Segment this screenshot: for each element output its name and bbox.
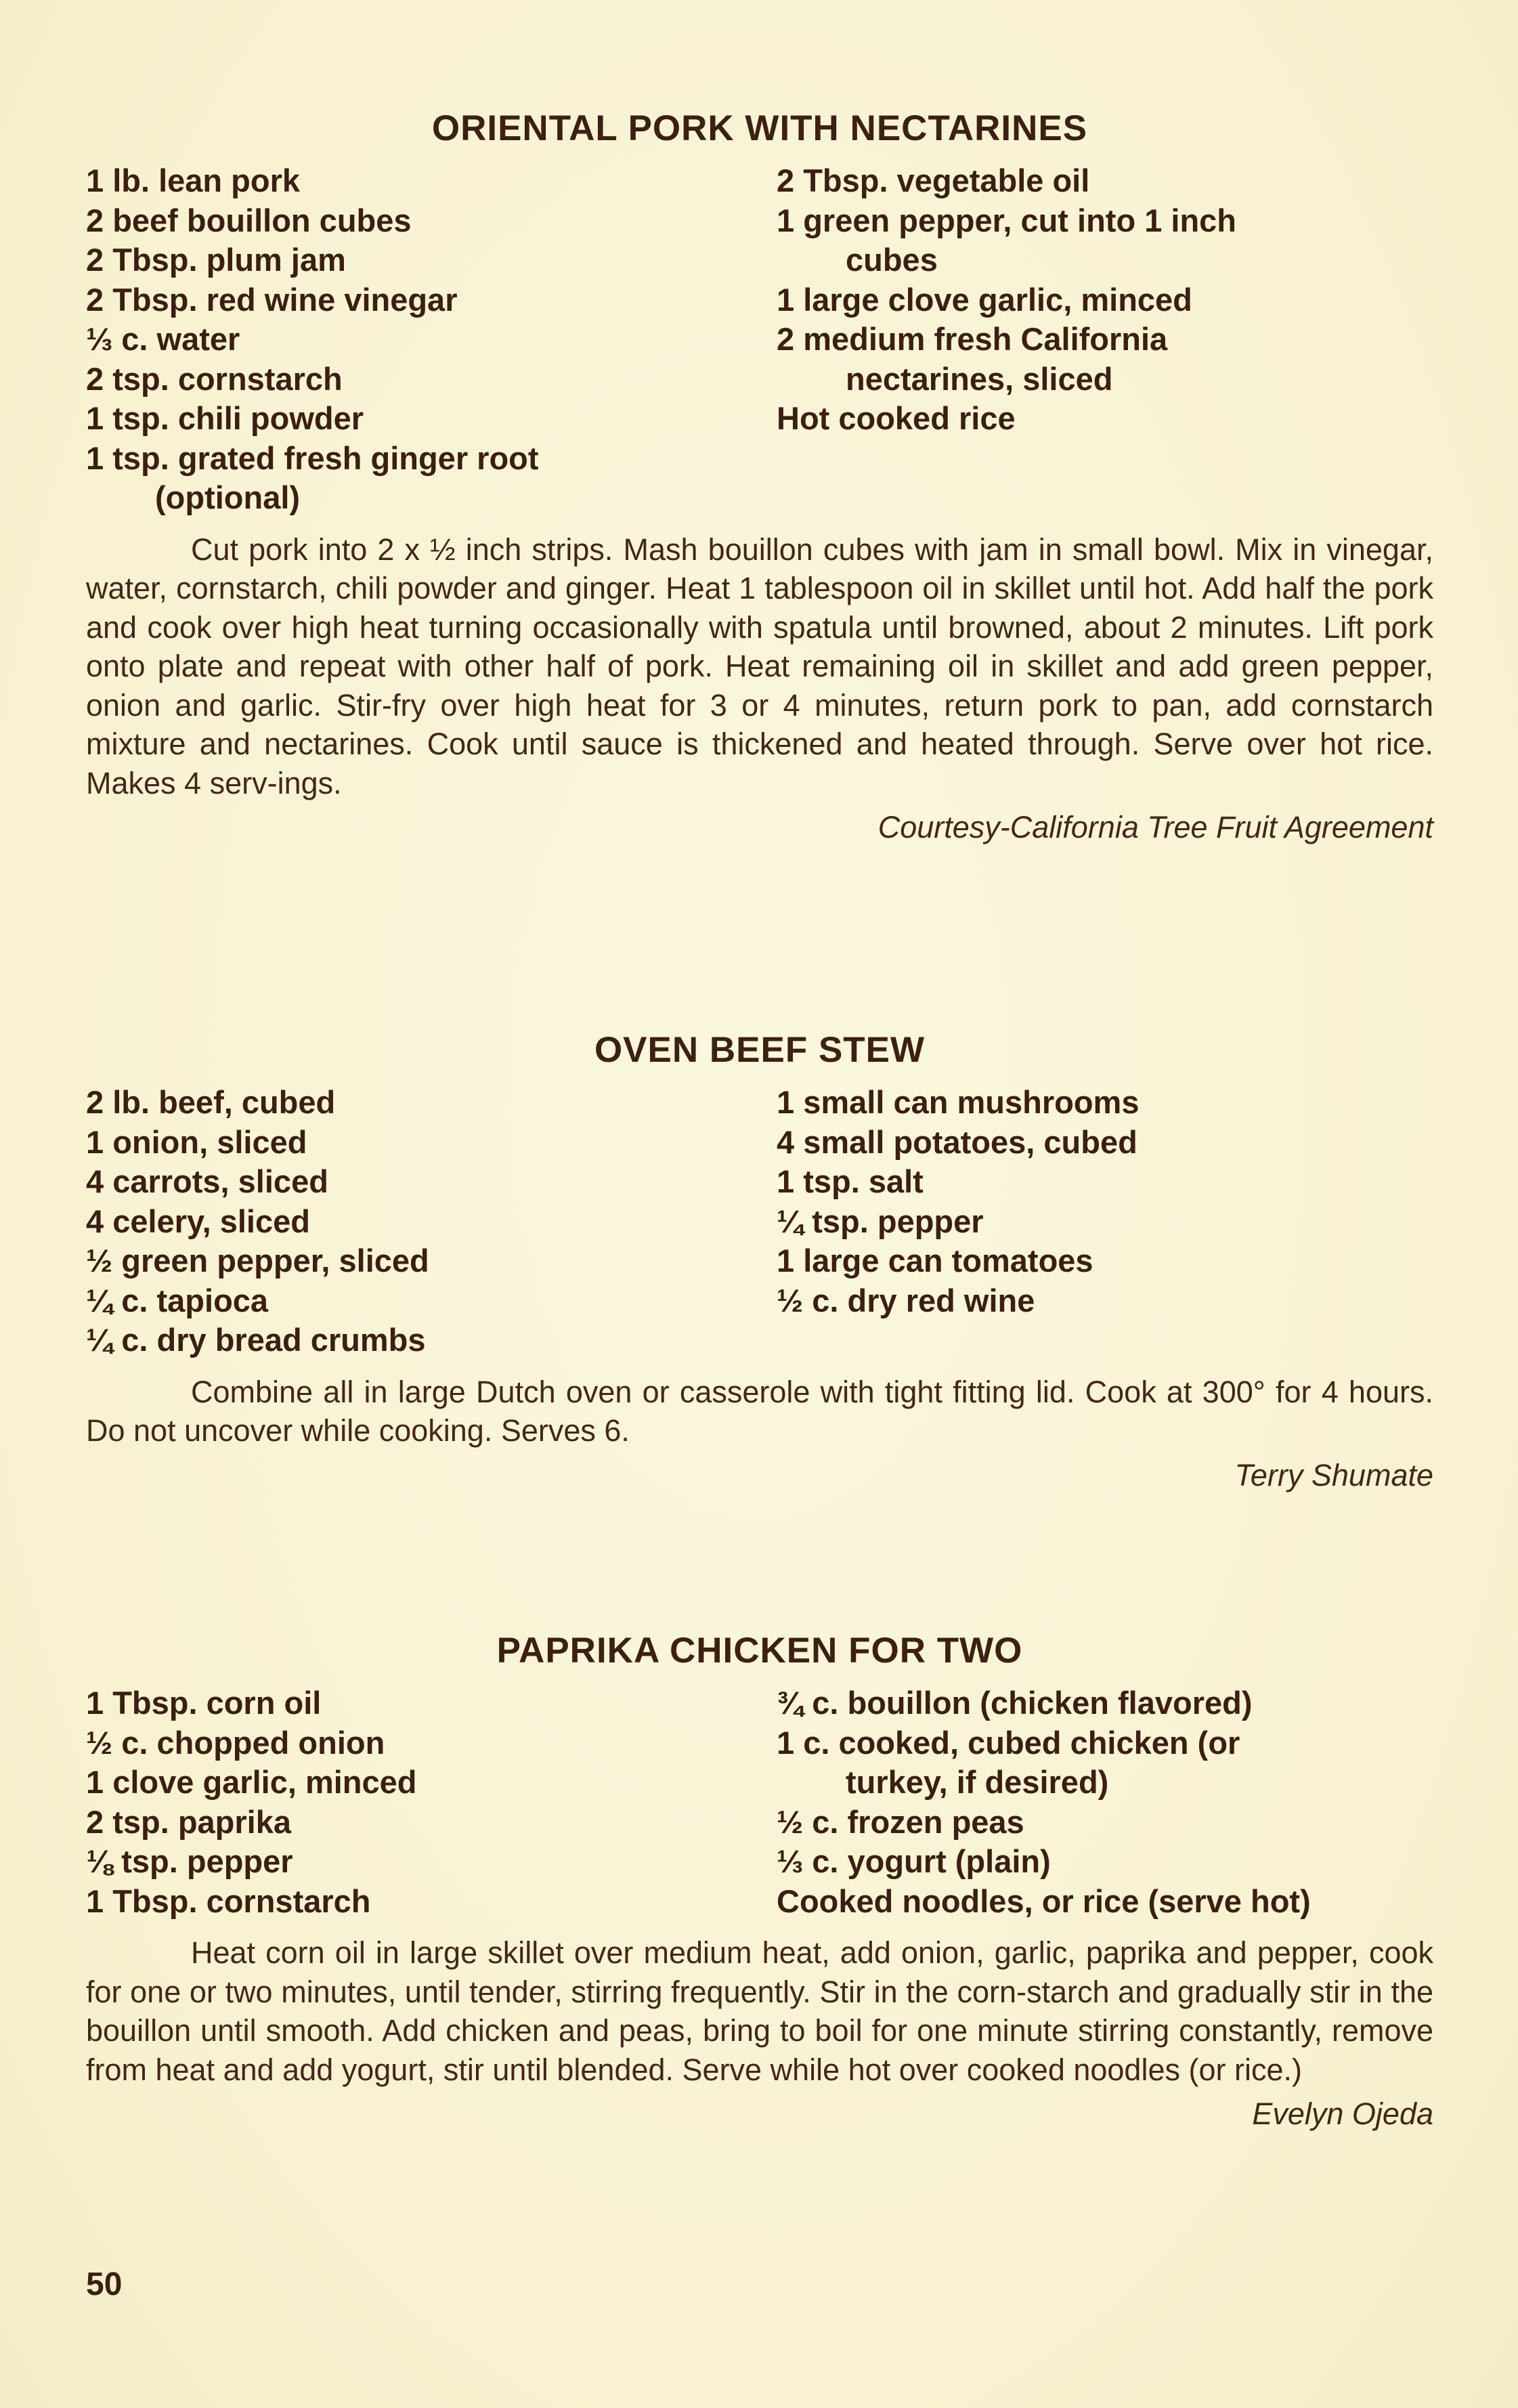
ingredient-item [86,320,777,360]
ingredient-item [777,1842,1433,1882]
ingredient-continuation: cubes [846,242,938,278]
ingredient-text: ¼ c. tapioca [86,1282,269,1318]
ingredient-item [86,1763,777,1803]
ingredient-item [86,280,777,320]
ingredient-item [777,1162,1433,1202]
ingredients-left-column [86,161,777,518]
ingredient-item [86,1202,777,1242]
ingredient-text: Cooked noodles, or rice (serve hot) [777,1883,1311,1919]
ingredients-right-column [777,161,1433,518]
ingredient-item [777,320,1433,399]
recipe-credit: Courtesy-California Tree Fruit Agreement [877,810,1433,844]
ingredient-item [86,439,777,518]
ingredient-item [86,1281,777,1321]
ingredient-item [777,1202,1433,1242]
ingredient-list [86,1083,1433,1360]
ingredient-item [86,360,777,400]
ingredient-text: 1 Tbsp. corn oil [86,1685,322,1721]
ingredient-text: 2 Tbsp. red wine vinegar [86,281,458,318]
recipe-title: OVEN BEEF STEW [594,1030,926,1070]
ingredient-text: 1 lb. lean pork [86,163,301,198]
ingredient-text: 4 carrots, sliced [86,1163,328,1199]
ingredient-item [86,1162,777,1202]
ingredient-text: ⅓ c. water [86,321,240,357]
ingredient-text: 1 c. cooked, cubed chicken (or [777,1724,1240,1761]
ingredient-text: ⅓ c. yogurt (plain) [777,1843,1051,1879]
ingredient-text: Hot cooked rice [777,400,1016,436]
ingredient-item [86,1882,777,1922]
ingredient-item [86,1683,777,1723]
ingredient-text: 4 small potatoes, cubed [777,1123,1137,1160]
ingredient-text: 1 small can mushrooms [777,1084,1140,1120]
ingredient-item [777,1803,1433,1843]
page-number: 50 [86,2266,123,2302]
ingredient-item [86,201,777,241]
ingredient-item [86,1842,777,1882]
ingredient-text: 1 green pepper, cut into 1 inch [777,202,1237,238]
ingredients-right-column [777,1083,1433,1360]
ingredient-text: ¼ c. dry bread crumbs [86,1322,426,1358]
recipe-title: ORIENTAL PORK WITH NECTARINES [431,108,1088,148]
ingredient-text: 1 Tbsp. cornstarch [86,1883,371,1919]
recipe-title: PAPRIKA CHICKEN FOR TWO [496,1631,1023,1671]
ingredient-item [777,399,1433,439]
recipe-method: Heat corn oil in large skillet over medium heat, add onion, garlic, paprika and pepper, cook for one or two minutes, until tender, stirring frequently. Stir in the corn-starch and gradually stir in the bouillon until smooth. Add chicken and peas, bring to boil for one minute stirring constantly, remove from heat and add yogurt, stir until blended. Serve while hot over cooked noodles (or rice.) [86,1935,1433,2087]
ingredient-text: 2 lb. beef, cubed [86,1084,336,1120]
ingredient-item [777,1683,1433,1723]
ingredient-item [86,1083,777,1123]
ingredient-text: ½ c. frozen peas [777,1803,1024,1840]
ingredient-continuation: turkey, if desired) [846,1764,1109,1800]
ingredient-item [86,1803,777,1843]
ingredient-text: ¾ c. bouillon (chicken flavored) [777,1685,1253,1721]
ingredients-right-column [777,1683,1433,1921]
ingredient-item [777,1723,1433,1803]
ingredient-text: 1 tsp. grated fresh ginger root [86,439,539,476]
ingredients-left-column [86,1083,777,1360]
ingredient-text: ¼ tsp. pepper [777,1203,984,1239]
ingredient-text: ½ green pepper, sliced [86,1243,429,1278]
ingredient-text: ⅛ tsp. pepper [86,1843,293,1879]
ingredient-text: 2 tsp. cornstarch [86,360,343,397]
ingredient-text: 2 medium fresh California [777,321,1168,357]
recipe-method: Cut pork into 2 x ½ inch strips. Mash bouillon cubes with jam in small bowl. Mix in vinegar, water, cornstarch, chili powder and ginger. Heat 1 tablespoon oil in skillet until hot. Add half the pork and cook over high heat turning occasionally with spatula until browned, about 2 minutes. Lift pork onto plate and repeat with other half of pork. Heat remaining oil in skillet and add green pepper, onion and garlic. Stir-fry over high heat for 3 or 4 minutes, return pork to pan, add cornstarch mixture and nectarines. Cook until sauce is thickened and heated through. Serve over hot rice. Makes 4 serv-ings. [86,532,1433,800]
recipe-credit: Terry Shumate [1234,1457,1433,1492]
ingredient-text: 4 celery, sliced [86,1203,310,1239]
recipe-credit: Evelyn Ojeda [1252,2097,1433,2131]
ingredient-item [777,1241,1433,1281]
ingredient-text: 2 Tbsp. vegetable oil [777,163,1090,198]
ingredients-left-column [86,1683,777,1921]
ingredient-text: 2 beef bouillon cubes [86,202,412,238]
ingredient-text: ½ c. chopped onion [86,1724,385,1761]
ingredient-text: ½ c. dry red wine [777,1282,1035,1318]
ingredient-item [86,161,777,201]
recipe-oven-beef-stew [86,1030,1433,1495]
ingredient-list [86,161,1433,518]
ingredient-item [86,1123,777,1163]
ingredient-item [777,280,1433,320]
ingredient-text: 1 large clove garlic, minced [777,281,1192,318]
ingredient-item [777,1882,1433,1922]
ingredient-text: 2 tsp. paprika [86,1803,291,1840]
ingredient-text: 1 onion, sliced [86,1123,307,1160]
ingredient-continuation: (optional) [155,479,301,515]
ingredient-item [86,1320,777,1360]
ingredient-list [86,1683,1433,1921]
ingredient-item [86,240,777,280]
ingredient-item [86,399,777,439]
ingredient-item [777,1281,1433,1321]
recipe-paprika-chicken [86,1631,1433,2134]
recipe-method: Combine all in large Dutch oven or casserole with tight fitting lid. Cook at 300° for 4 hours. Do not uncover while cooking. Serves 6. [86,1374,1433,1448]
ingredient-item [86,1723,777,1763]
ingredient-continuation: nectarines, sliced [846,360,1113,397]
ingredient-text: 1 clove garlic, minced [86,1764,417,1800]
ingredient-item [86,1241,777,1281]
ingredient-text: 1 tsp. chili powder [86,400,364,436]
ingredient-text: 2 Tbsp. plum jam [86,242,346,278]
ingredient-text: 1 large can tomatoes [777,1243,1093,1278]
ingredient-item [777,1083,1433,1123]
ingredient-text: 1 tsp. salt [777,1163,924,1199]
ingredient-item [777,161,1433,201]
recipe-oriental-pork [86,108,1433,847]
ingredient-item [777,1123,1433,1163]
ingredient-item [777,201,1433,280]
